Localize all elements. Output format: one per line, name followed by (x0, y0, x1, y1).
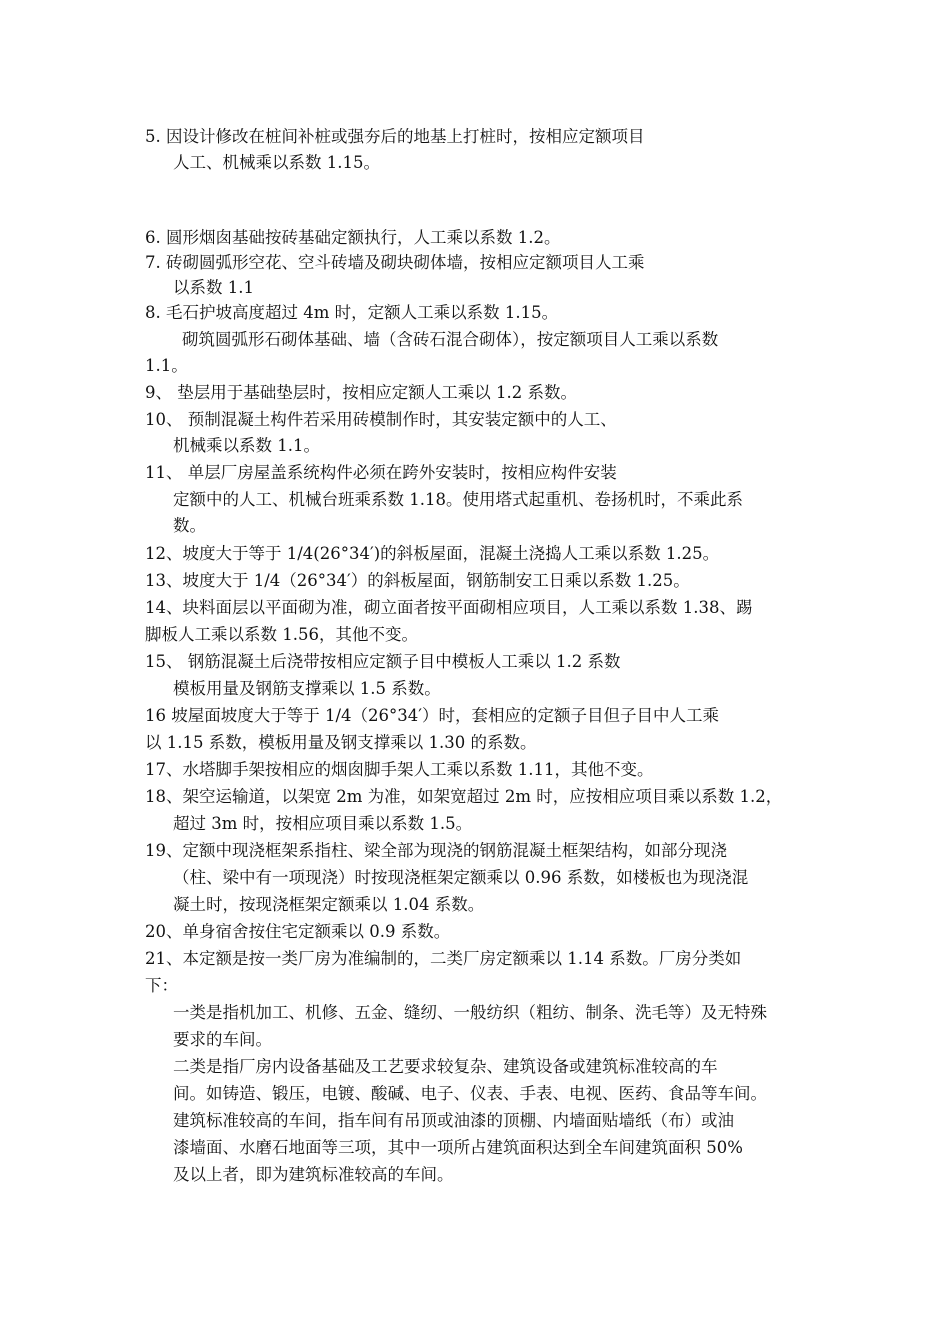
masonry-note-line-1: 砌筑圆弧形石砌体基础、墙（含砖石混合砌体），按定额项目人工乘以系数 (182, 330, 719, 349)
item-12-line-1: 12、坡度大于等于 1/4(26°34′)的斜板屋面，混凝土浇捣人工乘以系数 1.25。 (145, 544, 720, 563)
class-one-line-2: 要求的车间。 (173, 1030, 272, 1049)
item-5-line-2: 人工、机械乘以系数 1.15。 (173, 153, 380, 172)
item-6-line-1: 6. 圆形烟囱基础按砖基础定额执行，人工乘以系数 1.2。 (145, 228, 561, 247)
class-two-line-2: 间。如铸造、锻压，电镀、酸碱、电子、仪表、手表、电视、医药、食品等车间。 (173, 1084, 767, 1103)
item-14-line-1: 14、块料面层以平面砌为准，砌立面者按平面砌相应项目，人工乘以系数 1.38、踢 (145, 598, 753, 617)
item-19-line-2: （柱、梁中有一项现浇）时按现浇框架定额乘以 0.96 系数，如楼板也为现浇混 (173, 868, 749, 887)
item-11-line-1: 11、 单层厂房屋盖系统构件必须在跨外安装时，按相应构件安装 (145, 463, 617, 482)
item-15-line-2: 模板用量及钢筋支撑乘以 1.5 系数。 (173, 679, 441, 698)
item-5-line-1: 5. 因设计修改在桩间补桩或强夯后的地基上打桩时，按相应定额项目 (145, 127, 645, 146)
item-19-line-3: 凝土时，按现浇框架定额乘以 1.04 系数。 (173, 895, 485, 914)
item-7-line-2: 以系数 1.1 (173, 278, 254, 297)
item-15-line-1: 15、 钢筋混凝土后浇带按相应定额子目中模板人工乘以 1.2 系数 (145, 652, 621, 671)
item-7-line-1: 7. 砖砌圆弧形空花、空斗砖墙及砌块砌体墙，按相应定额项目人工乘 (145, 253, 645, 272)
class-two-line-1: 二类是指厂房内设备基础及工艺要求较复杂、建筑设备或建筑标准较高的车 (173, 1057, 718, 1076)
item-8-line-1: 8. 毛石护坡高度超过 4m 时，定额人工乘以系数 1.15。 (145, 303, 559, 322)
masonry-note-line-2: 1.1。 (145, 356, 188, 375)
class-one-line-1: 一类是指机加工、机修、五金、缝纫、一般纺织（粗纺、制条、洗毛等）及无特殊 (173, 1003, 767, 1022)
item-20-line-1: 20、单身宿舍按住宅定额乘以 0.9 系数。 (145, 922, 451, 941)
item-21-line-2: 下： (145, 976, 178, 995)
class-two-line-3: 建筑标准较高的车间，指车间有吊顶或油漆的顶棚、内墙面贴墙纸（布）或油 (173, 1111, 734, 1130)
item-19-line-1: 19、定额中现浇框架系指柱、梁全部为现浇的钢筋混凝土框架结构，如部分现浇 (145, 841, 727, 860)
item-16-line-2: 以 1.15 系数，模板用量及钢支撑乘以 1.30 的系数。 (145, 733, 537, 752)
item-10-line-1: 10、 预制混凝土构件若采用砖模制作时，其安装定额中的人工、 (145, 410, 617, 429)
class-two-line-5: 及以上者，即为建筑标准较高的车间。 (173, 1165, 454, 1184)
item-18-line-2: 超过 3m 时，按相应项目乘以系数 1.5。 (173, 814, 473, 833)
item-10-line-2: 机械乘以系数 1.1。 (173, 436, 320, 455)
item-9-line-1: 9、 垫层用于基础垫层时，按相应定额人工乘以 1.2 系数。 (145, 383, 577, 402)
item-16-line-1: 16 坡屋面坡度大于等于 1/4（26°34′）时，套相应的定额子目但子目中人工乘 (145, 706, 720, 725)
item-11-line-3: 数。 (173, 516, 206, 535)
item-18-line-1: 18、架空运输道，以架宽 2m 为准，如架宽超过 2m 时，应按相应项目乘以系数 1.2， (145, 787, 783, 806)
item-21-line-1: 21、本定额是按一类厂房为准编制的，二类厂房定额乘以 1.14 系数。厂房分类如 (145, 949, 742, 968)
item-14-line-2: 脚板人工乘以系数 1.56，其他不变。 (145, 625, 418, 644)
item-17-line-1: 17、水塔脚手架按相应的烟囱脚手架人工乘以系数 1.11，其他不变。 (145, 760, 654, 779)
item-13-line-1: 13、坡度大于 1/4（26°34′）的斜板屋面，钢筋制安工日乘以系数 1.25。 (145, 571, 690, 590)
item-11-line-2: 定额中的人工、机械台班乘系数 1.18。使用塔式起重机、卷扬机时，不乘此系 (173, 490, 743, 509)
class-two-line-4: 漆墙面、水磨石地面等三项，其中一项所占建筑面积达到全车间建筑面积 50% (173, 1138, 743, 1157)
